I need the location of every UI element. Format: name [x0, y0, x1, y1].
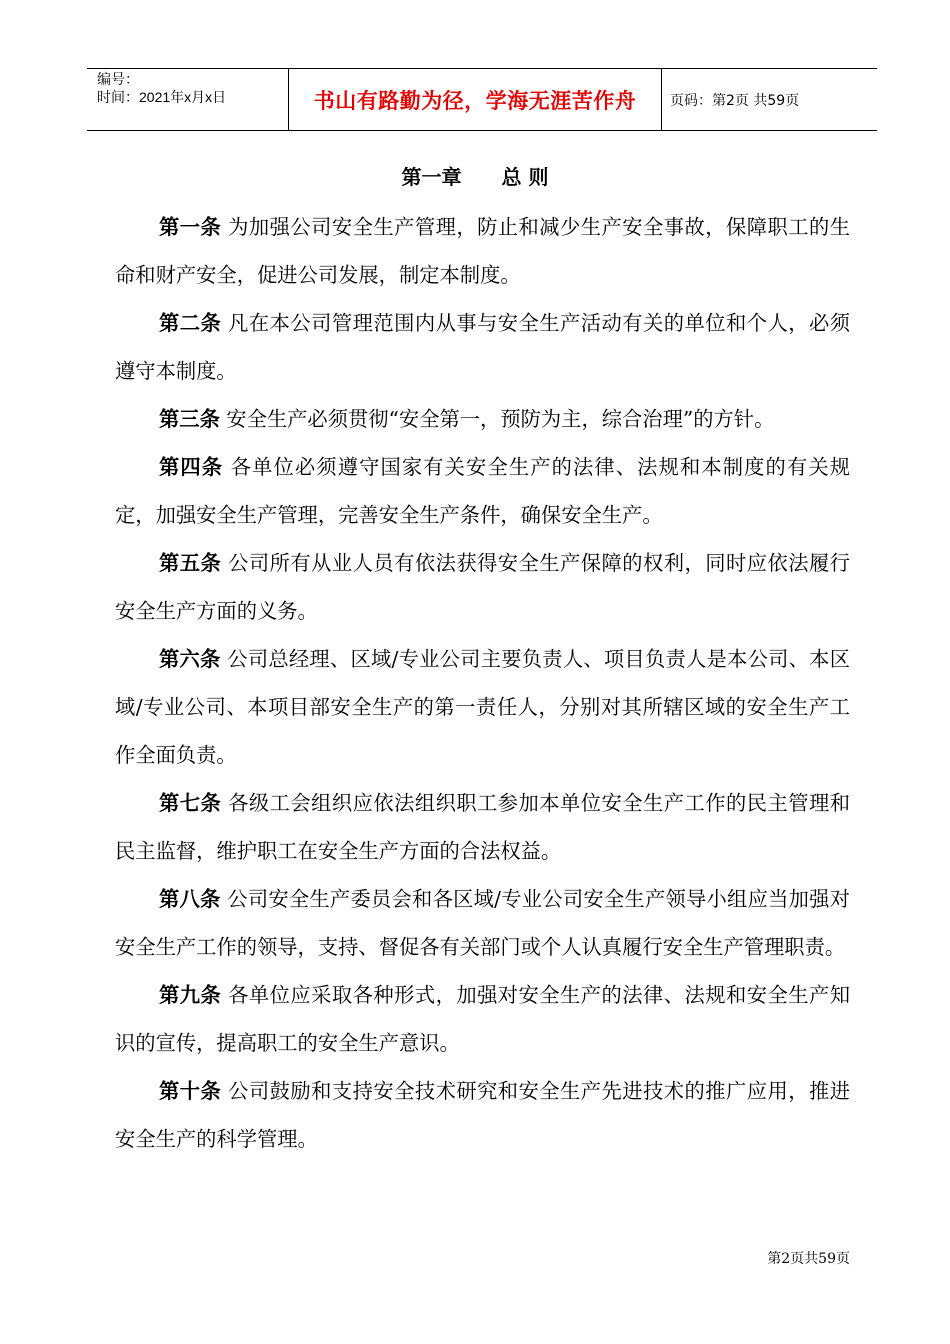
article-text: 公司鼓励和支持安全技术研究和安全生产先进技术的推广应用，推进安全生产的科学管理。	[115, 1079, 850, 1151]
article-label: 第八条	[159, 887, 221, 911]
article-text: 公司所有从业人员有依法获得安全生产保障的权利，同时应依法履行安全生产方面的义务。	[115, 551, 850, 623]
article-text: 公司安全生产委员会和各区域/专业公司安全生产领导小组应当加强对安全生产工作的领导，支持、督促各有关部门或个人认真履行安全生产管理职责。	[115, 887, 850, 959]
article-4	[115, 443, 850, 539]
article-3	[115, 395, 850, 443]
time-label: 时间：2021年x月x日	[97, 89, 227, 105]
article-7	[115, 779, 850, 875]
chapter-title: 第一章 总 则	[401, 165, 549, 189]
article-text: 各单位必须遵守国家有关安全生产的法律、法规和本制度的有关规定，加强安全生产管理，完善安全生产条件，确保安全生产。	[115, 455, 850, 527]
article-label: 第五条	[159, 551, 222, 575]
article-8	[115, 875, 850, 971]
article-text: 安全生产必须贯彻“安全第一，预防为主，综合治理”的方针。	[219, 407, 775, 431]
article-label: 第二条	[159, 311, 222, 335]
article-1	[115, 203, 850, 299]
article-label: 第七条	[159, 791, 222, 815]
article-label: 第十条	[159, 1079, 222, 1103]
page-footer: 第2页共59页	[767, 1251, 850, 1267]
article-label: 第四条	[159, 455, 224, 479]
article-2	[115, 299, 850, 395]
article-label: 第九条	[159, 983, 222, 1007]
article-text: 凡在本公司管理范围内从事与安全生产活动有关的单位和个人，必须遵守本制度。	[115, 311, 850, 383]
document-body	[115, 203, 850, 1163]
header-motto: 书山有路勤为径，学海无涯苦作舟	[289, 69, 662, 130]
header-meta	[87, 69, 289, 130]
article-label: 第六条	[159, 647, 221, 671]
article-text: 各单位应采取各种形式，加强对安全生产的法律、法规和安全生产知识的宣传，提高职工的安全生产意识。	[115, 983, 850, 1055]
article-5	[115, 539, 850, 635]
article-6	[115, 635, 850, 779]
page-header	[87, 68, 877, 131]
article-text: 各级工会组织应依法组织职工参加本单位安全生产工作的民主管理和民主监督，维护职工在安全生产方面的合法权益。	[115, 791, 850, 863]
article-label: 第三条	[159, 407, 220, 431]
article-text: 为加强公司安全生产管理，防止和减少生产安全事故，保障职工的生命和财产安全，促进公司发展，制定本制度。	[115, 215, 850, 287]
header-page-number: 页码：第2页 共59页	[670, 92, 800, 109]
number-label: 编号：	[97, 71, 139, 87]
article-9	[115, 971, 850, 1067]
article-label: 第一条	[159, 215, 222, 239]
article-text: 公司总经理、区域/专业公司主要负责人、项目负责人是本公司、本区域/专业公司、本项目部安全生产的第一责任人，分别对其所辖区域的安全生产工作全面负责。	[115, 647, 850, 767]
article-10	[115, 1067, 850, 1163]
